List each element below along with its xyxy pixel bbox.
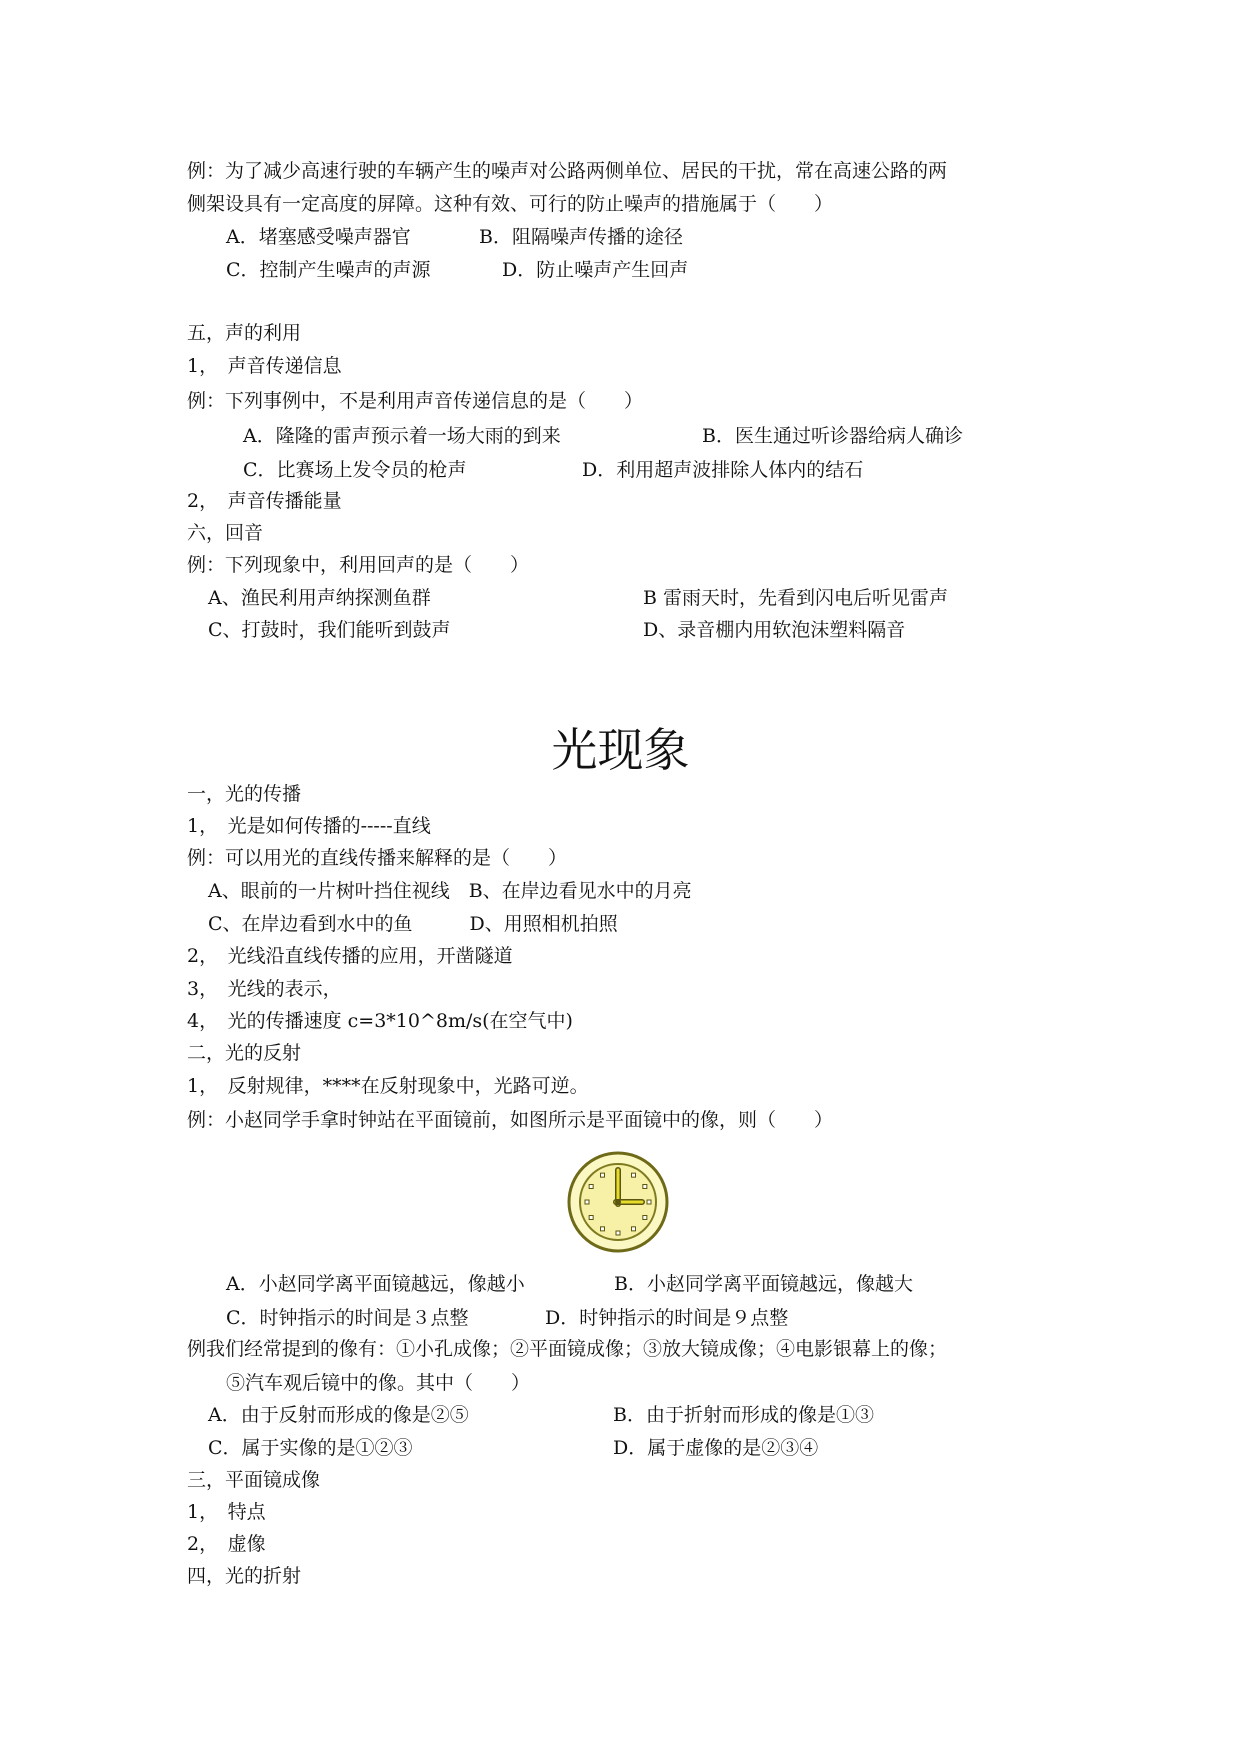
question-image-line1: 例我们经常提到的像有：①小孔成像；②平面镜成像；③放大镜成像；④电影银幕上的像；	[187, 1338, 948, 1360]
clock-tick	[643, 1216, 647, 1220]
subsection-item: 1， 声音传递信息	[187, 355, 342, 377]
option-a: A．由于反射而形成的像是②⑤	[208, 1404, 469, 1426]
option-a: A．小赵同学离平面镜越远，像越小	[226, 1273, 525, 1295]
option-b: B．小赵同学离平面镜越远，像越大	[614, 1273, 913, 1295]
section-heading: 三，平面镜成像	[187, 1469, 321, 1491]
clock-tick	[647, 1200, 651, 1204]
option-d: D．防止噪声产生回声	[502, 259, 689, 281]
section-heading: 五，声的利用	[187, 322, 302, 344]
subsection-item: 4， 光的传播速度 c=3*10^8m/s(在空气中)	[187, 1010, 573, 1032]
question-barrier-line1: 例：为了减少高速行驶的车辆产生的噪声对公路两侧单位、居民的干扰，常在高速公路的两	[187, 160, 948, 182]
page-title: 光现象	[551, 723, 690, 777]
option-d: D、录音棚内用软泡沫塑料隔音	[643, 619, 906, 641]
option-c: C．时钟指示的时间是３点整	[226, 1307, 469, 1329]
question-clock: 例：小赵同学手拿时钟站在平面镜前，如图所示是平面镜中的像，则（ ）	[187, 1109, 834, 1131]
option-b: B．阻隔噪声传播的途径	[479, 226, 683, 248]
clock-center	[615, 1199, 621, 1205]
clock-tick	[589, 1185, 593, 1189]
option-c: C．控制产生噪声的声源	[226, 259, 431, 281]
question-image-line2: ⑤汽车观后镜中的像。其中（ ）	[226, 1372, 531, 1394]
subsection-item: 1， 反射规律，****在反射现象中，光路可逆。	[187, 1075, 589, 1097]
clock-figure	[566, 1150, 670, 1254]
clock-tick	[632, 1173, 636, 1177]
subsection-item: 1， 光是如何传播的-----直线	[187, 815, 431, 837]
option-c: C．属于实像的是①②③	[208, 1437, 413, 1459]
clock-tick	[616, 1231, 620, 1235]
option-c: C．比赛场上发令员的枪声	[243, 459, 467, 481]
option-a: A．隆隆的雷声预示着一场大雨的到来	[243, 425, 561, 447]
option-b: B．由于折射而形成的像是①③	[613, 1404, 874, 1426]
subsection-item: 3， 光线的表示，	[187, 978, 342, 1000]
option-a: A．堵塞感受噪声器官	[226, 226, 411, 248]
option-d: D．时钟指示的时间是９点整	[545, 1307, 789, 1329]
option-d: D．属于虚像的是②③④	[613, 1437, 819, 1459]
subsection-item: 2， 光线沿直线传播的应用，开凿隧道	[187, 945, 513, 967]
clock-tick	[601, 1227, 605, 1231]
question-echo: 例：下列现象中，利用回声的是（ ）	[187, 554, 530, 576]
clock-tick	[601, 1173, 605, 1177]
clock-tick	[643, 1185, 647, 1189]
section-heading: 六，回音	[187, 522, 264, 544]
section-heading: 一，光的传播	[187, 783, 302, 805]
question-info: 例：下列事例中，不是利用声音传递信息的是（ ）	[187, 390, 644, 412]
option-ab: A、眼前的一片树叶挡住视线 B、在岸边看见水中的月亮	[208, 880, 692, 902]
subsection-item: 2， 虚像	[187, 1533, 266, 1555]
option-a: A、渔民利用声纳探测鱼群	[208, 587, 431, 609]
subsection-item: 2， 声音传播能量	[187, 490, 342, 512]
clock-tick	[632, 1227, 636, 1231]
option-cd: C、在岸边看到水中的鱼 D、用照相机拍照	[208, 913, 618, 935]
question-barrier-line2: 侧架设具有一定高度的屏障。这种有效、可行的防止噪声的措施属于（ ）	[187, 193, 834, 215]
section-heading: 二，光的反射	[187, 1042, 302, 1064]
section-heading: 四，光的折射	[187, 1565, 302, 1587]
option-c: C、打鼓时，我们能听到鼓声	[208, 619, 451, 641]
option-b: B 雷雨天时，先看到闪电后听见雷声	[643, 587, 949, 609]
question-line: 例：可以用光的直线传播来解释的是（ ）	[187, 847, 568, 869]
option-d: D．利用超声波排除人体内的结石	[582, 459, 864, 481]
option-b: B．医生通过听诊器给病人确诊	[702, 425, 963, 447]
subsection-item: 1， 特点	[187, 1501, 266, 1523]
clock-tick	[589, 1216, 593, 1220]
clock-tick	[585, 1200, 589, 1204]
